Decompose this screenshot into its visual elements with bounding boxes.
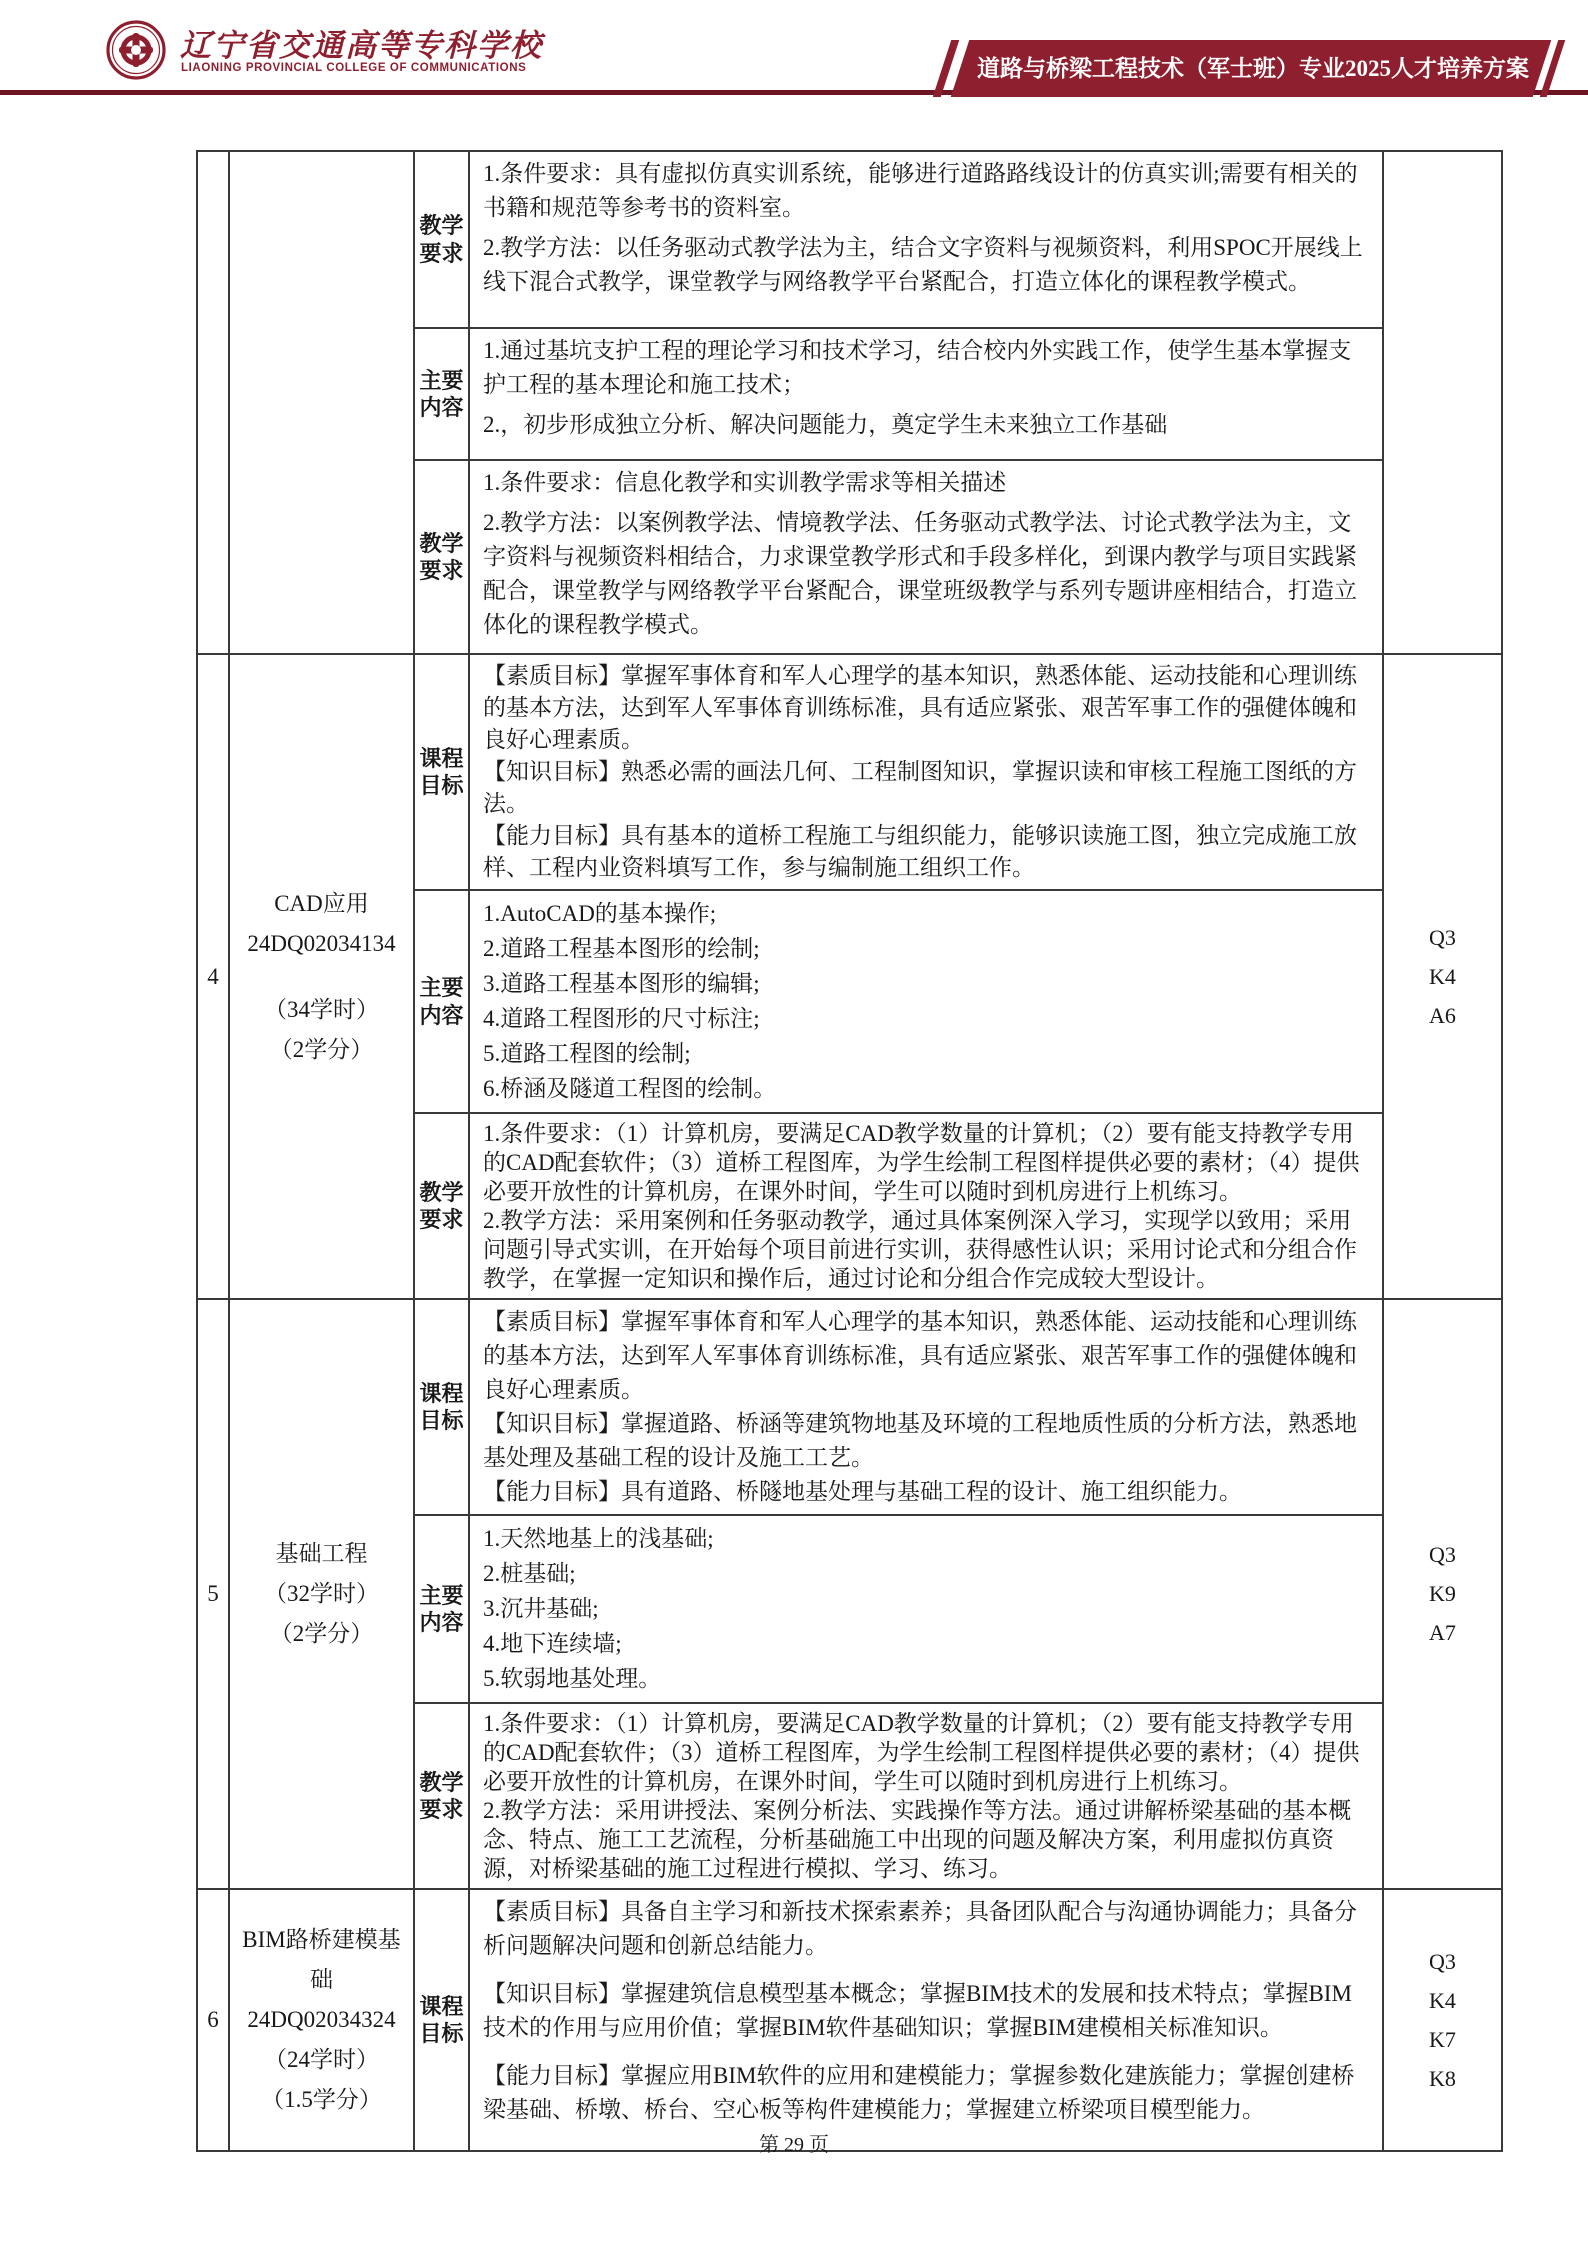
- list-item: 2.桩基础;: [483, 1561, 576, 1586]
- page-footer: [0, 2128, 1588, 2157]
- course-hours-line: （32学时）: [264, 1581, 379, 1606]
- table-row-bim: [198, 1888, 1501, 2150]
- content-paragraph: 2.教学方法：采用案例和任务驱动教学，通过具体案例深入学习，实现学以致用；采用问题引导式实训，在开始每个项目前进行实训，获得感性认识；采用讨论式和分组合作教学，在掌握一定知识和操作后，通过讨论和分组合作完成较大型设计。: [483, 1208, 1357, 1291]
- course-name-cell: [230, 1300, 415, 1888]
- codes-cell: [1384, 655, 1501, 1298]
- section-content: [470, 1890, 1384, 2150]
- section-label: 教学要求: [415, 1704, 470, 1888]
- course-code-line: 24DQ02034324: [247, 2007, 396, 2032]
- content-paragraph: 2.，初步形成独立分析、解决问题能力，奠定学生未来独立工作基础: [483, 412, 1168, 437]
- course-hours-line: （34学时）: [264, 996, 379, 1022]
- college-name-en: LIAONING PROVINCIAL COLLEGE OF COMMUNICATIONS: [181, 62, 527, 74]
- section-label: 主要内容: [415, 329, 470, 459]
- section-block: [415, 889, 1384, 1112]
- code-badge: A7: [1429, 1620, 1456, 1645]
- list-item: 5.道路工程图的绘制;: [483, 1041, 691, 1066]
- banner-title: 道路与桥梁工程技术（军士班）专业2025人才培养方案: [977, 56, 1529, 81]
- table-row-continuation: [198, 152, 1501, 653]
- page-number: 第 29 页: [759, 2134, 829, 2156]
- edition-banner: [936, 40, 1558, 97]
- codes-cell: [1384, 1300, 1501, 1888]
- section-label: 教学要求: [415, 1114, 470, 1298]
- list-item: 2.道路工程基本图形的绘制;: [483, 936, 760, 961]
- table-row-cad: [198, 653, 1501, 1298]
- course-name-cell: [230, 1890, 415, 2150]
- code-badge: Q3: [1429, 1542, 1456, 1567]
- section-content: [470, 891, 1384, 1112]
- code-badge: A6: [1429, 1002, 1456, 1028]
- section-block: [415, 655, 1384, 889]
- row-number-cell: 6: [198, 1890, 230, 2150]
- course-name-line: 基础工程: [275, 1541, 368, 1566]
- list-item: 5.软弱地基处理。: [483, 1666, 662, 1691]
- course-hours-line: （24学时）: [264, 2047, 379, 2072]
- section-block: [415, 459, 1384, 653]
- section-content: [470, 1704, 1384, 1888]
- content-paragraph: 1.条件要求：（1）计算机房，要满足CAD教学数量的计算机；（2）要有能支持教学专用的CAD配套软件；（3）道桥工程图库，为学生绘制工程图样提供必要的素材；（4）提供必要开放性的计算机房，在课外时间，学生可以随时到机房进行上机练习。: [483, 1121, 1360, 1204]
- section-content: [470, 152, 1384, 327]
- code-badge: Q3: [1429, 924, 1456, 950]
- codes-cell: [1384, 1890, 1501, 2150]
- section-block: [415, 152, 1384, 327]
- course-name-cell: [230, 152, 415, 653]
- section-block: [415, 1300, 1384, 1514]
- code-badge: K8: [1429, 2065, 1456, 2091]
- content-paragraph: 【素质目标】掌握军事体育和军人心理学的基本知识，熟悉体能、运动技能和心理训练的基本方法，达到军人军事体育训练标准，具有适应紧张、艰苦军事工作的强健体魄和良好心理素质。: [483, 1309, 1357, 1402]
- section-block: [415, 1890, 1384, 2150]
- course-credits-line: （1.5学分）: [261, 2087, 382, 2112]
- list-item: 1.AutoCAD的基本操作;: [483, 901, 717, 926]
- row-number-cell: [198, 152, 230, 653]
- code-badge: K4: [1429, 1987, 1456, 2013]
- content-paragraph: 【素质目标】掌握军事体育和军人心理学的基本知识，熟悉体能、运动技能和心理训练的基本方法，达到军人军事体育训练标准，具有适应紧张、艰苦军事工作的强健体魄和良好心理素质。: [483, 663, 1357, 752]
- content-paragraph: 【能力目标】具有基本的道桥工程施工与组织能力，能够识读施工图，独立完成施工放样、工程内业资料填写工作，参与编制施工组织工作。: [483, 823, 1357, 880]
- section-block: [415, 1514, 1384, 1702]
- code-badge: Q3: [1429, 1948, 1456, 1974]
- list-item: 1.天然地基上的浅基础;: [483, 1526, 714, 1551]
- content-paragraph: 2.教学方法：以任务驱动式教学法为主，结合文字资料与视频资料，利用SPOC开展线上线下混合式教学，课堂教学与网络教学平台紧配合，打造立体化的课程教学模式。: [483, 235, 1363, 294]
- course-name-cell: [230, 655, 415, 1298]
- section-label: 课程目标: [415, 655, 470, 889]
- college-seal-icon: [106, 20, 166, 80]
- section-label: 课程目标: [415, 1890, 470, 2150]
- section-content: [470, 1114, 1384, 1298]
- code-badge: K4: [1429, 963, 1456, 989]
- content-paragraph: 【知识目标】掌握建筑信息模型基本概念；掌握BIM技术的发展和技术特点；掌握BIM技术的作用与应用价值；掌握BIM软件基础知识；掌握BIM建模相关标准知识。: [483, 1981, 1352, 2040]
- section-label: 主要内容: [415, 891, 470, 1112]
- content-paragraph: 1.通过基坑支护工程的理论学习和技术学习，结合校内外实践工作，使学生基本掌握支护工程的基本理论和施工技术；: [483, 338, 1352, 397]
- list-item: 4.地下连续墙;: [483, 1631, 622, 1656]
- content-paragraph: 2.教学方法：采用讲授法、案例分析法、实践操作等方法。通过讲解桥梁基础的基本概念、特点、施工工艺流程，分析基础施工中出现的问题及解决方案，利用虚拟仿真资源，对桥梁基础的施工过程进行模拟、学习、练习。: [483, 1798, 1352, 1881]
- row-number-cell: 5: [198, 1300, 230, 1888]
- table-row-foundation: [198, 1298, 1501, 1888]
- list-item: 3.道路工程基本图形的编辑;: [483, 971, 760, 996]
- section-content: [470, 1300, 1384, 1514]
- section-content: [470, 1516, 1384, 1702]
- section-block: [415, 1702, 1384, 1888]
- course-code-line: 24DQ02034134: [247, 930, 396, 956]
- course-table: [196, 150, 1503, 2152]
- list-item: 6.桥涵及隧道工程图的绘制。: [483, 1076, 777, 1101]
- section-label: 主要内容: [415, 1516, 470, 1702]
- content-paragraph: 1.条件要求：具有虚拟仿真实训系统，能够进行道路路线设计的仿真实训;需要有相关的书籍和规范等参考书的资料室。: [483, 161, 1358, 220]
- content-paragraph: 【能力目标】具有道路、桥隧地基处理与基础工程的设计、施工组织能力。: [483, 1479, 1242, 1504]
- content-paragraph: 1.条件要求：（1）计算机房，要满足CAD教学数量的计算机；（2）要有能支持教学专用的CAD配套软件；（3）道桥工程图库，为学生绘制工程图样提供必要的素材；（4）提供必要开放性的计算机房，在课外时间，学生可以随时到机房进行上机练习。: [483, 1711, 1360, 1794]
- list-item: 3.沉井基础;: [483, 1596, 599, 1621]
- section-label: 教学要求: [415, 152, 470, 327]
- course-name-line: CAD应用: [274, 890, 369, 916]
- section-content: [470, 655, 1384, 889]
- list-item: 4.道路工程图形的尺寸标注;: [483, 1006, 760, 1031]
- content-paragraph: 【素质目标】具备自主学习和新技术探索素养；具备团队配合与沟通协调能力；具备分析问题解决问题和创新总结能力。: [483, 1899, 1357, 1958]
- code-badge: K7: [1429, 2026, 1456, 2052]
- codes-cell: [1384, 152, 1501, 653]
- row-number-cell: 4: [198, 655, 230, 1298]
- content-paragraph: 2.教学方法：以案例教学法、情境教学法、任务驱动式教学法、讨论式教学法为主，文字资料与视频资料相结合，力求课堂教学形式和手段多样化，到课内教学与项目实践紧配合，课堂教学与网络教学平台紧配合，课堂班级教学与系列专题讲座相结合，打造立体化的课程教学模式。: [483, 510, 1357, 637]
- code-badge: K9: [1429, 1581, 1456, 1606]
- course-credits-line: （2学分）: [269, 1621, 374, 1646]
- content-paragraph: 【知识目标】掌握道路、桥涵等建筑物地基及环境的工程地质性质的分析方法，熟悉地基处理及基础工程的设计及施工工艺。: [483, 1411, 1357, 1470]
- section-content: [470, 461, 1384, 653]
- section-block: [415, 1112, 1384, 1298]
- section-label: 教学要求: [415, 461, 470, 653]
- section-label: 课程目标: [415, 1300, 470, 1514]
- course-name-line: BIM路桥建模基础: [242, 1927, 401, 1992]
- content-paragraph: 1.条件要求：信息化教学和实训教学需求等相关描述: [483, 470, 1007, 495]
- course-credits-line: （2学分）: [269, 1036, 374, 1062]
- college-name-cn: 辽宁省交通高等专科学校: [180, 28, 543, 63]
- section-block: [415, 327, 1384, 459]
- section-content: [470, 329, 1384, 459]
- content-paragraph: 【能力目标】掌握应用BIM软件的应用和建模能力；掌握参数化建族能力；掌握创建桥梁基础、桥墩、桥台、空心板等构件建模能力；掌握建立桥梁项目模型能力。: [483, 2063, 1355, 2122]
- content-paragraph: 【知识目标】熟悉必需的画法几何、工程制图知识，掌握识读和审核工程施工图纸的方法。: [483, 759, 1357, 816]
